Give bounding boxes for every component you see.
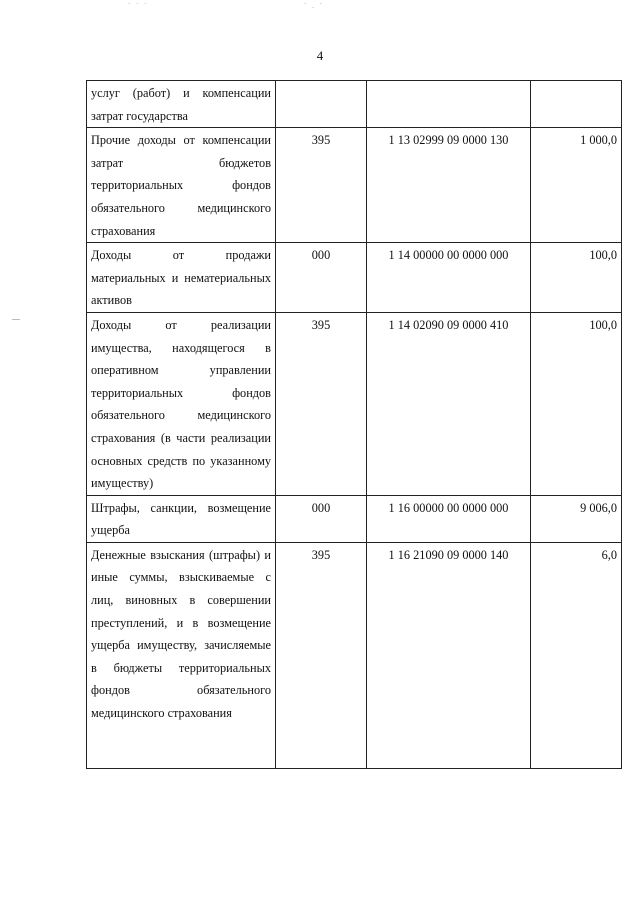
admin-code-cell (276, 81, 367, 128)
budget-classification-code-cell (367, 81, 531, 128)
revenue-name-cell: Доходы от продажи материальных и нематериальных активов (87, 243, 276, 313)
table-row (87, 312, 622, 495)
budget-classification-code-cell: 1 13 02999 09 0000 130 (367, 128, 531, 243)
revenue-name-cell: Прочие доходы от компенсации затрат бюджетов территориальных фондов обязательного медицинского страхования (87, 128, 276, 243)
table-row (87, 542, 622, 768)
scan-artifact: ` . ` (304, 2, 324, 10)
amount-cell: 100,0 (531, 243, 622, 313)
revenue-table (86, 80, 622, 769)
revenue-name-cell: услуг (работ) и компенсации затрат государства (87, 81, 276, 128)
budget-classification-code-cell: 1 16 21090 09 0000 140 (367, 542, 531, 768)
page-number: 4 (316, 48, 324, 63)
revenue-name-cell: Штрафы, санкции, возмещение ущерба (87, 495, 276, 542)
amount-cell: 100,0 (531, 312, 622, 495)
admin-code-cell: 395 (276, 542, 367, 768)
admin-code-cell: 000 (276, 243, 367, 313)
budget-classification-code-cell: 1 14 02090 09 0000 410 (367, 312, 531, 495)
table-row (87, 495, 622, 542)
table-row (87, 243, 622, 313)
amount-cell (531, 81, 622, 128)
budget-classification-code-cell: 1 14 00000 00 0000 000 (367, 243, 531, 313)
revenue-name-cell: Денежные взыскания (штрафы) и иные суммы, взыскиваемые с лиц, виновных в совершении преступлений, и в возмещение ущерба имуществу, зачисляемые в бюджеты территориальных фондов обязательного медицинского страхования (87, 542, 276, 768)
margin-mark (12, 319, 20, 320)
amount-cell: 9 006,0 (531, 495, 622, 542)
table-row (87, 128, 622, 243)
scan-artifact: ` ` ` (128, 2, 149, 10)
revenue-name-cell: Доходы от реализации имущества, находящегося в оперативном управлении территориальных фондов обязательного медицинского страхования (в части реализации основных средств по указанному имуществу) (87, 312, 276, 495)
table-row (87, 81, 622, 128)
admin-code-cell: 395 (276, 128, 367, 243)
admin-code-cell: 000 (276, 495, 367, 542)
amount-cell: 6,0 (531, 542, 622, 768)
amount-cell: 1 000,0 (531, 128, 622, 243)
budget-classification-code-cell: 1 16 00000 00 0000 000 (367, 495, 531, 542)
admin-code-cell: 395 (276, 312, 367, 495)
